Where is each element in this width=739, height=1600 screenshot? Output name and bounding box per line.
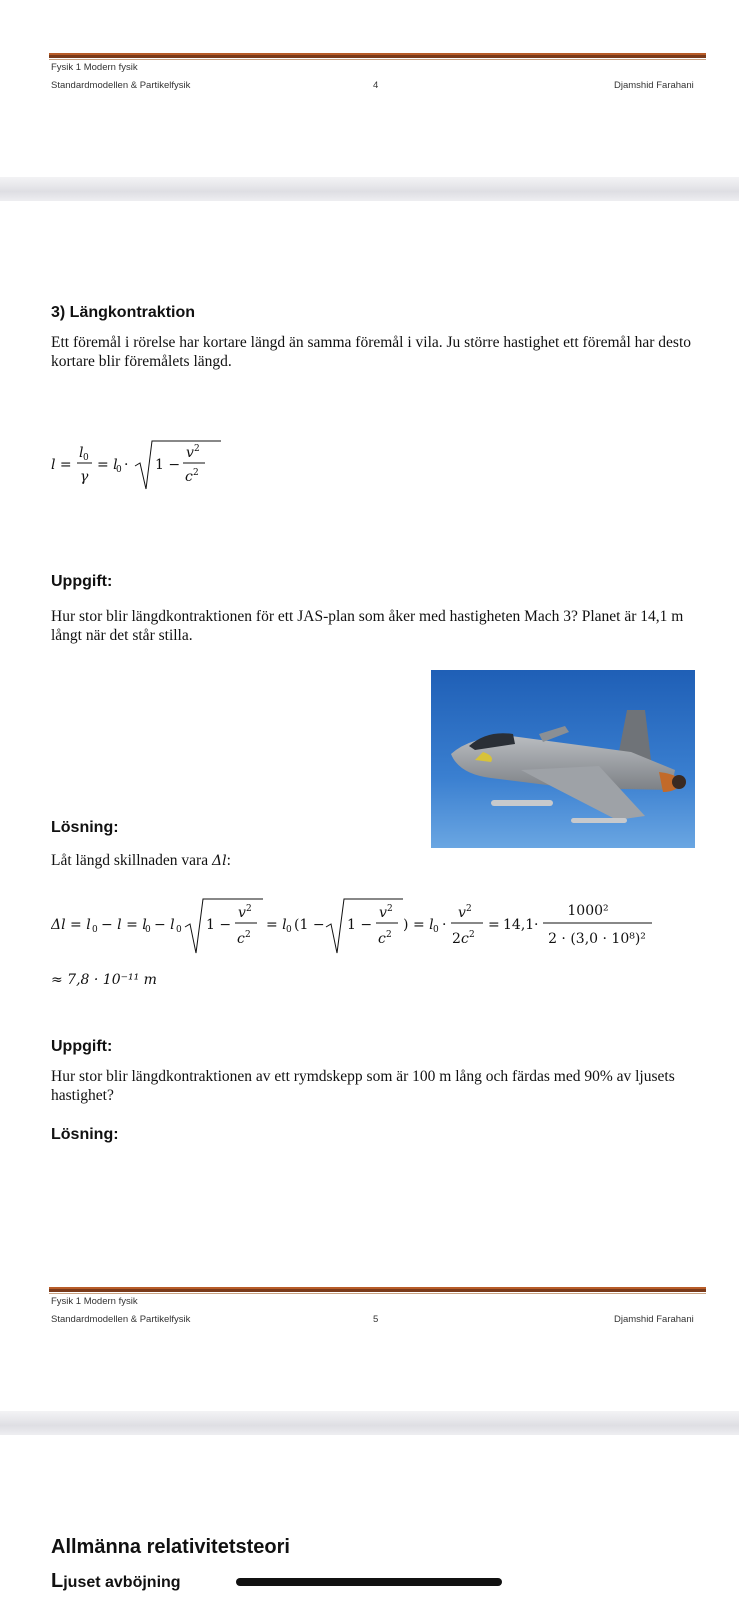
jet-illustration (431, 670, 695, 848)
svg-text:1 −: 1 − (347, 917, 373, 933)
svg-text:v: v (186, 445, 194, 461)
svg-text:0: 0 (92, 925, 98, 935)
footer-course: Fysik 1 Modern fysik (51, 62, 138, 73)
svg-text:l: l (79, 445, 84, 461)
svg-text:2: 2 (194, 444, 200, 454)
svg-text:l =: l = (51, 457, 72, 473)
svg-text:·: · (124, 457, 129, 473)
solution-intro-prefix: Låt längd skillnaden vara (51, 852, 212, 869)
task1-heading: Uppgift: (51, 573, 113, 590)
svg-text:0: 0 (83, 453, 89, 463)
svg-text:v: v (458, 905, 466, 921)
svg-text:= l: = l (97, 457, 118, 473)
subheading-initial: L (51, 1570, 64, 1592)
section-intro: Ett föremål i rörelse har kortare längd än samma föremål i vila. Ju större hastighet ett föremål har desto kortare blir föremålets längd. (51, 334, 692, 370)
task1-result: ≈ 7,8 · 10⁻¹¹ m (51, 972, 157, 988)
svg-text:0: 0 (286, 925, 292, 935)
equation-value: 14,1 (503, 917, 535, 933)
svg-text:(1 −: (1 − (294, 917, 325, 933)
svg-text:2: 2 (452, 931, 461, 947)
svg-text:2: 2 (466, 904, 472, 914)
footer-page-number: 5 (373, 1314, 379, 1325)
footer-course: Fysik 1 Modern fysik (51, 1296, 138, 1307)
page-separator (0, 1411, 739, 1435)
footer-subject: Standardmodellen & Partikelfysik (51, 1314, 191, 1325)
svg-text:c: c (237, 931, 245, 947)
svg-text:= l: = l (266, 917, 287, 933)
svg-text:·: · (534, 917, 539, 933)
task1-question: Hur stor blir längdkontraktionen för ett JAS-plan som åker med hastigheten Mach 3? Planet är 14,1 m långt när det står stilla. (51, 608, 684, 644)
page5-subheading (51, 1570, 181, 1593)
svg-text:c: c (185, 469, 193, 485)
equation-numerator: 1000² (567, 903, 609, 919)
footer-rule (49, 1287, 706, 1292)
svg-text:v: v (379, 905, 387, 921)
svg-text:2: 2 (469, 930, 475, 940)
svg-text:0: 0 (433, 925, 439, 935)
solution-intro-suffix: : (226, 852, 231, 869)
svg-text:2: 2 (387, 904, 393, 914)
footer-subject: Standardmodellen & Partikelfysik (51, 80, 191, 91)
home-indicator[interactable] (236, 1578, 502, 1586)
svg-text:v: v (238, 905, 246, 921)
svg-text:0: 0 (116, 465, 122, 475)
formula-graphic (51, 432, 221, 492)
solution-intro-symbol: Δl (211, 853, 227, 869)
footer-author: Djamshid Farahani (614, 80, 694, 91)
svg-text:γ: γ (80, 469, 89, 485)
svg-text:2: 2 (245, 930, 251, 940)
svg-text:2: 2 (193, 468, 199, 478)
svg-text:0: 0 (176, 925, 182, 935)
svg-text:2: 2 (246, 904, 252, 914)
task2-question: Hur stor blir längdkontraktionen av ett rymdskepp som är 100 m lång och färdas med 90% av ljusets hastighet? (51, 1068, 675, 1104)
page5-heading: Allmänna relativitetsteori (51, 1536, 290, 1558)
svg-text:0: 0 (145, 925, 151, 935)
equation-denominator: 2 · (3,0 · 10⁸)² (548, 931, 646, 947)
task1-solution-heading: Lösning: (51, 819, 119, 836)
footer-page-number: 4 (373, 80, 379, 91)
svg-text:·: · (442, 917, 447, 933)
footer-rule (49, 53, 706, 58)
subheading-rest: juset avböjning (63, 1574, 181, 1591)
svg-text:2: 2 (386, 930, 392, 940)
svg-text:− l: − l (154, 917, 175, 933)
svg-text:c: c (378, 931, 386, 947)
svg-text:1 −: 1 − (206, 917, 232, 933)
task2-solution-heading: Lösning: (51, 1126, 119, 1143)
svg-text:): ) (403, 917, 409, 933)
svg-text:c: c (461, 931, 469, 947)
jas-gripen-photo (431, 670, 695, 848)
svg-text:Δl = l: Δl = l (51, 917, 91, 933)
footer-author: Djamshid Farahani (614, 1314, 694, 1325)
svg-text:1 −: 1 − (155, 457, 181, 473)
svg-text:=: = (488, 917, 500, 933)
task2-heading: Uppgift: (51, 1038, 113, 1055)
equation-graphic (51, 893, 661, 957)
svg-text:= l: = l (413, 917, 434, 933)
section-title: 3) Längkontraktion (51, 304, 196, 321)
page-separator (0, 177, 739, 201)
length-contraction-formula (51, 432, 221, 492)
task1-solution-intro (51, 851, 706, 871)
svg-text:− l = l: − l = l (101, 917, 147, 933)
delta-l-equation (51, 893, 661, 957)
